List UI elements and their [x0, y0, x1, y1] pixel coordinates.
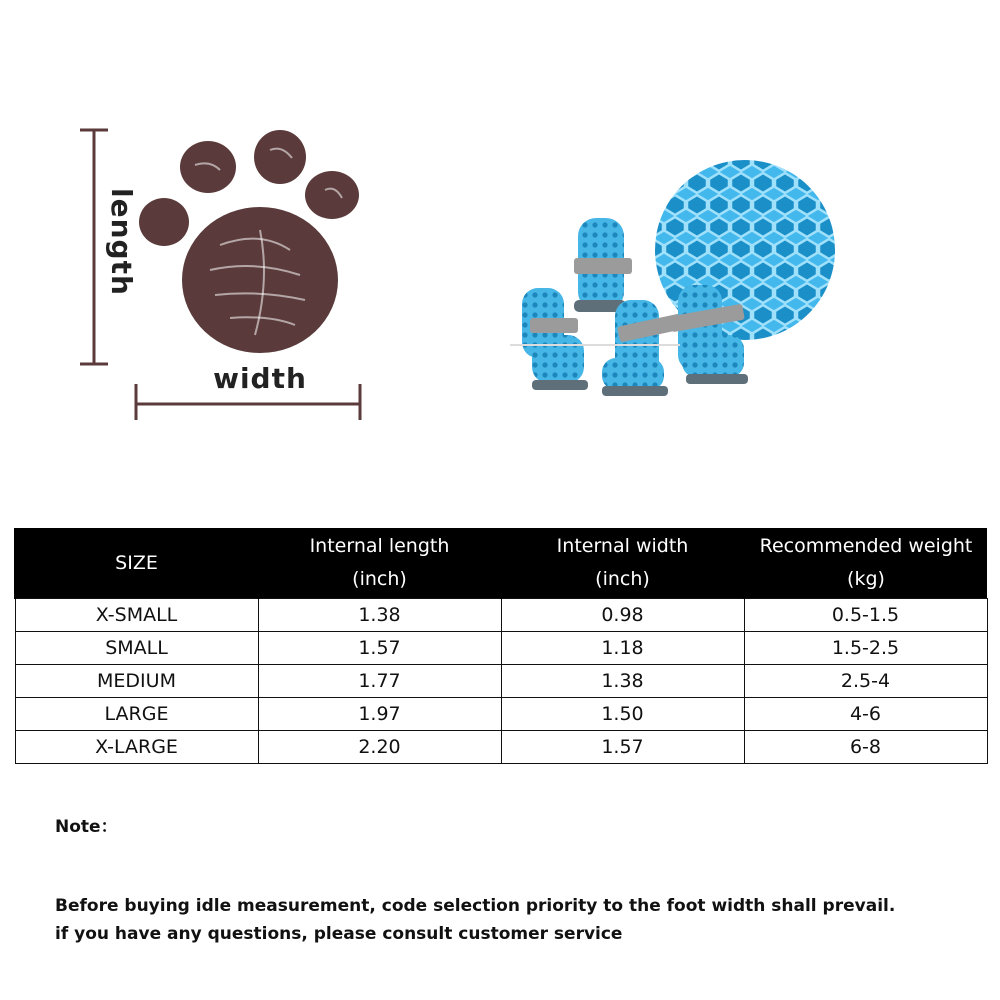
cell-weight: 1.5-2.5	[744, 632, 987, 665]
cell-size: X-LARGE	[15, 731, 258, 764]
table-row	[15, 698, 987, 731]
blue-mesh-dog-shoes-image	[510, 150, 850, 410]
table-row	[15, 599, 987, 632]
cell-size: X-SMALL	[15, 599, 258, 632]
length-label: length	[105, 188, 138, 296]
width-label: width	[213, 362, 307, 395]
table-row	[15, 731, 987, 764]
toe-pad	[305, 171, 359, 219]
note-text	[55, 892, 975, 948]
header-internal-length: Internal length (inch)	[258, 528, 501, 599]
product-image	[510, 150, 850, 410]
table-header-row	[15, 528, 987, 599]
note-title: Note：	[55, 817, 118, 837]
size-chart-table	[14, 528, 988, 764]
toe-pad	[180, 141, 236, 193]
cell-size: LARGE	[15, 698, 258, 731]
cell-width: 1.50	[501, 698, 744, 731]
shoe	[602, 300, 689, 396]
header-size: SIZE	[15, 528, 258, 599]
header-internal-width: Internal width (inch)	[501, 528, 744, 599]
shoe	[574, 218, 632, 312]
cell-size: SMALL	[15, 632, 258, 665]
cell-length: 1.57	[258, 632, 501, 665]
cell-length: 1.77	[258, 665, 501, 698]
header-recommended-weight: Recommended weight (kg)	[744, 528, 987, 599]
cell-width: 1.38	[501, 665, 744, 698]
cell-size: MEDIUM	[15, 665, 258, 698]
cell-width: 1.18	[501, 632, 744, 665]
cell-weight: 4-6	[744, 698, 987, 731]
note-line-2: if you have any questions, please consult customer service	[55, 924, 623, 944]
main-pad	[182, 207, 338, 353]
cell-weight: 2.5-4	[744, 665, 987, 698]
toe-pad	[139, 198, 189, 246]
table-row	[15, 632, 987, 665]
cell-width: 0.98	[501, 599, 744, 632]
cell-width: 1.57	[501, 731, 744, 764]
cell-length: 1.97	[258, 698, 501, 731]
cell-weight: 0.5-1.5	[744, 599, 987, 632]
toe-pad	[254, 130, 306, 184]
cell-length: 1.38	[258, 599, 501, 632]
paw-measurement-diagram	[70, 120, 380, 430]
cell-length: 2.20	[258, 731, 501, 764]
table-row	[15, 665, 987, 698]
note-line-1: Before buying idle measurement, code selection priority to the foot width shall prevail.	[55, 896, 896, 916]
cell-weight: 6-8	[744, 731, 987, 764]
